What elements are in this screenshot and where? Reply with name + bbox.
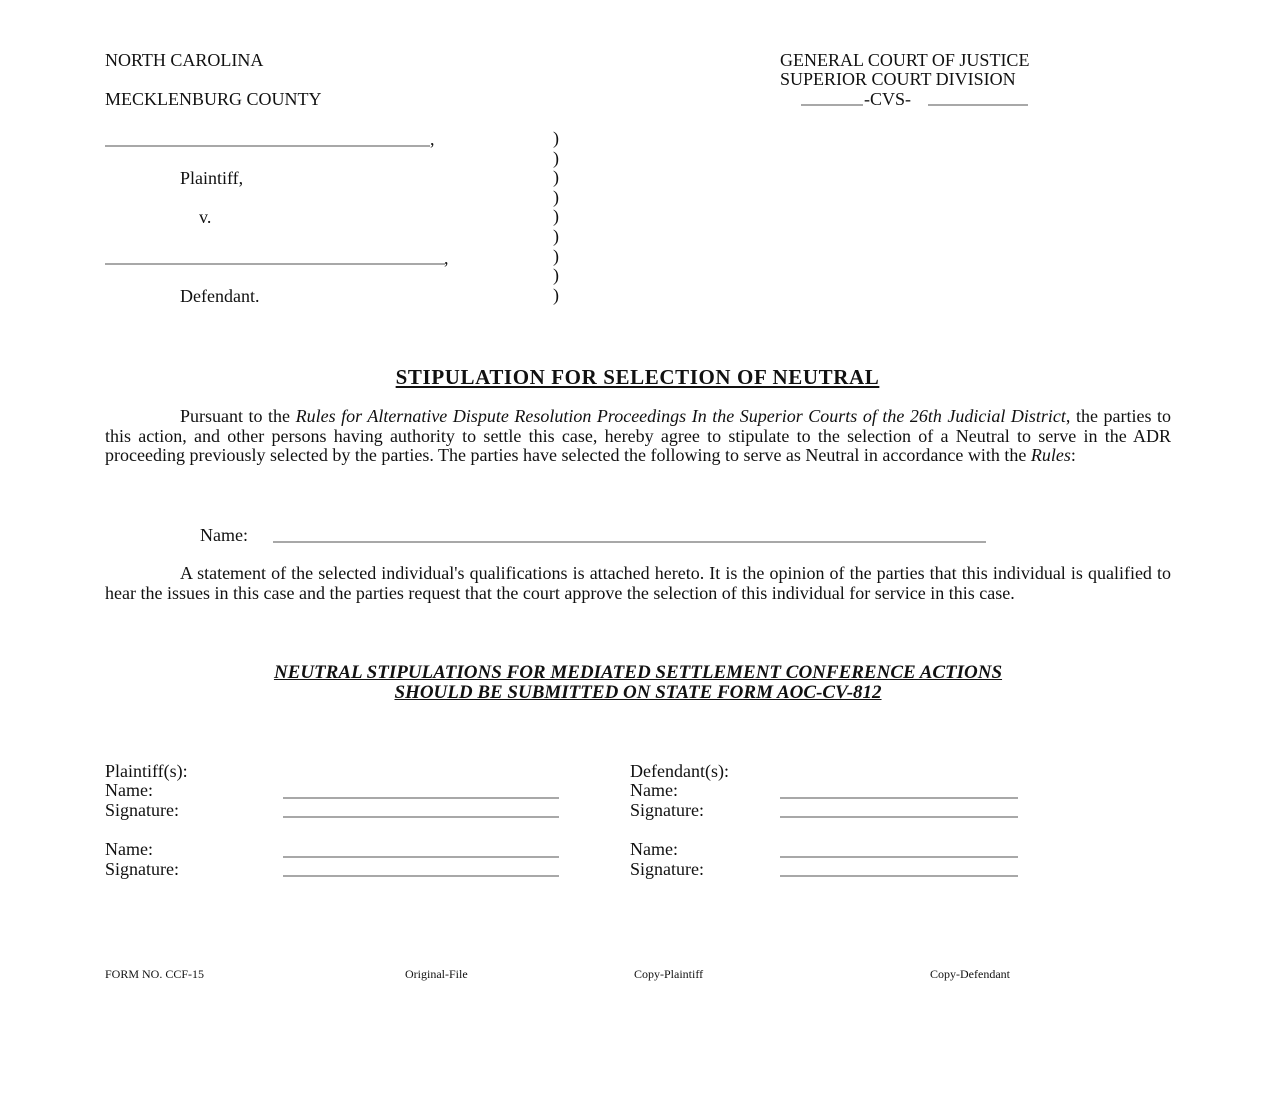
defendant-label: Defendant. [180,286,260,306]
state-label: NORTH CAROLINA [105,50,264,70]
defendant-1-name-label: Name: [630,780,678,800]
plaintiff-2-name-field[interactable] [283,856,559,858]
plaintiff-1-signature-field[interactable] [283,816,559,818]
versus-label: v. [199,207,212,227]
neutral-name-field[interactable] [273,541,986,543]
plaintiff-2-signature-field[interactable] [283,875,559,877]
plaintiff-1-name-field[interactable] [283,797,559,799]
distribution-copy-defendant: Copy-Defendant [930,967,1010,981]
caption-bracket: ) [553,187,559,207]
caption-bracket: ) [553,246,559,266]
caption-bracket: ) [553,206,559,226]
defendant-1-name-field[interactable] [780,797,1018,799]
defendant-2-signature-field[interactable] [780,875,1018,877]
division-label: SUPERIOR COURT DIVISION [780,69,1016,89]
caption-bracket: ) [553,285,559,305]
rules-word: Rules [1030,445,1071,466]
distribution-original: Original-File [405,967,468,981]
defendant-name-field[interactable] [105,263,445,265]
plaintiff-1-signature-label: Signature: [105,800,179,820]
colon: : [1070,445,1076,466]
caption-bracket: ) [553,265,559,285]
plaintiff-label: Plaintiff, [180,168,244,188]
caption-comma: , [444,248,449,268]
caption-bracket: ) [553,148,559,168]
notice-line-1: NEUTRAL STIPULATIONS FOR MEDIATED SETTLEMENT CONFERENCE ACTIONS [273,662,1003,683]
stipulation-paragraph [105,407,1171,466]
document-title: STIPULATION FOR SELECTION OF NEUTRAL [395,365,880,389]
defendant-2-name-label: Name: [630,839,678,859]
distribution-copy-plaintiff: Copy-Plaintiff [634,967,704,981]
defendant-1-signature-label: Signature: [630,800,704,820]
caption-bracket: ) [553,226,559,246]
plaintiff-2-name-label: Name: [105,839,153,859]
rules-title: Rules for Alternative Dispute Resolution Proceedings In the Superior Courts of the 26th Judicial District [295,406,1066,426]
neutral-name-label: Name: [200,525,248,545]
caption-bracket: ) [553,128,559,148]
defendant-2-signature-label: Signature: [630,859,704,879]
defendant-2-name-field[interactable] [780,856,1018,858]
notice-line-2: SHOULD BE SUBMITTED ON STATE FORM AOC-CV-812 [394,682,882,703]
county-label: MECKLENBURG COUNTY [105,89,322,109]
caption-comma: , [430,129,435,149]
case-number-label: -CVS- [864,89,912,109]
caption-bracket: ) [553,167,559,187]
qualifications-paragraph: A statement of the selected individual's qualifications is attached hereto. It is the opinion of the parties that this individual is qualified to hear the issues in this case and the parties request that the court approve the selection of this individual for service in this case. [105,563,1171,603]
form-number: FORM NO. CCF-15 [105,967,205,981]
case-year-field[interactable] [801,104,863,106]
court-label: GENERAL COURT OF JUSTICE [780,50,1030,70]
body-text: , the parties to this action, and other persons having authority to settle this case, hereby agree to stipulate to the selection of a Neutral to serve in the ADR proceeding previously selected by the parties. The parties have selected the following to serve as Neutral in accordance with the [105,406,1171,466]
plaintiff-name-field[interactable] [105,145,430,147]
defendants-heading: Defendant(s): [630,761,729,781]
plaintiff-2-signature-label: Signature: [105,859,179,879]
intro-text: Pursuant to the [180,406,296,426]
plaintiff-1-name-label: Name: [105,780,153,800]
plaintiffs-heading: Plaintiff(s): [105,761,188,781]
case-number-field[interactable] [928,104,1028,106]
defendant-1-signature-field[interactable] [780,816,1018,818]
